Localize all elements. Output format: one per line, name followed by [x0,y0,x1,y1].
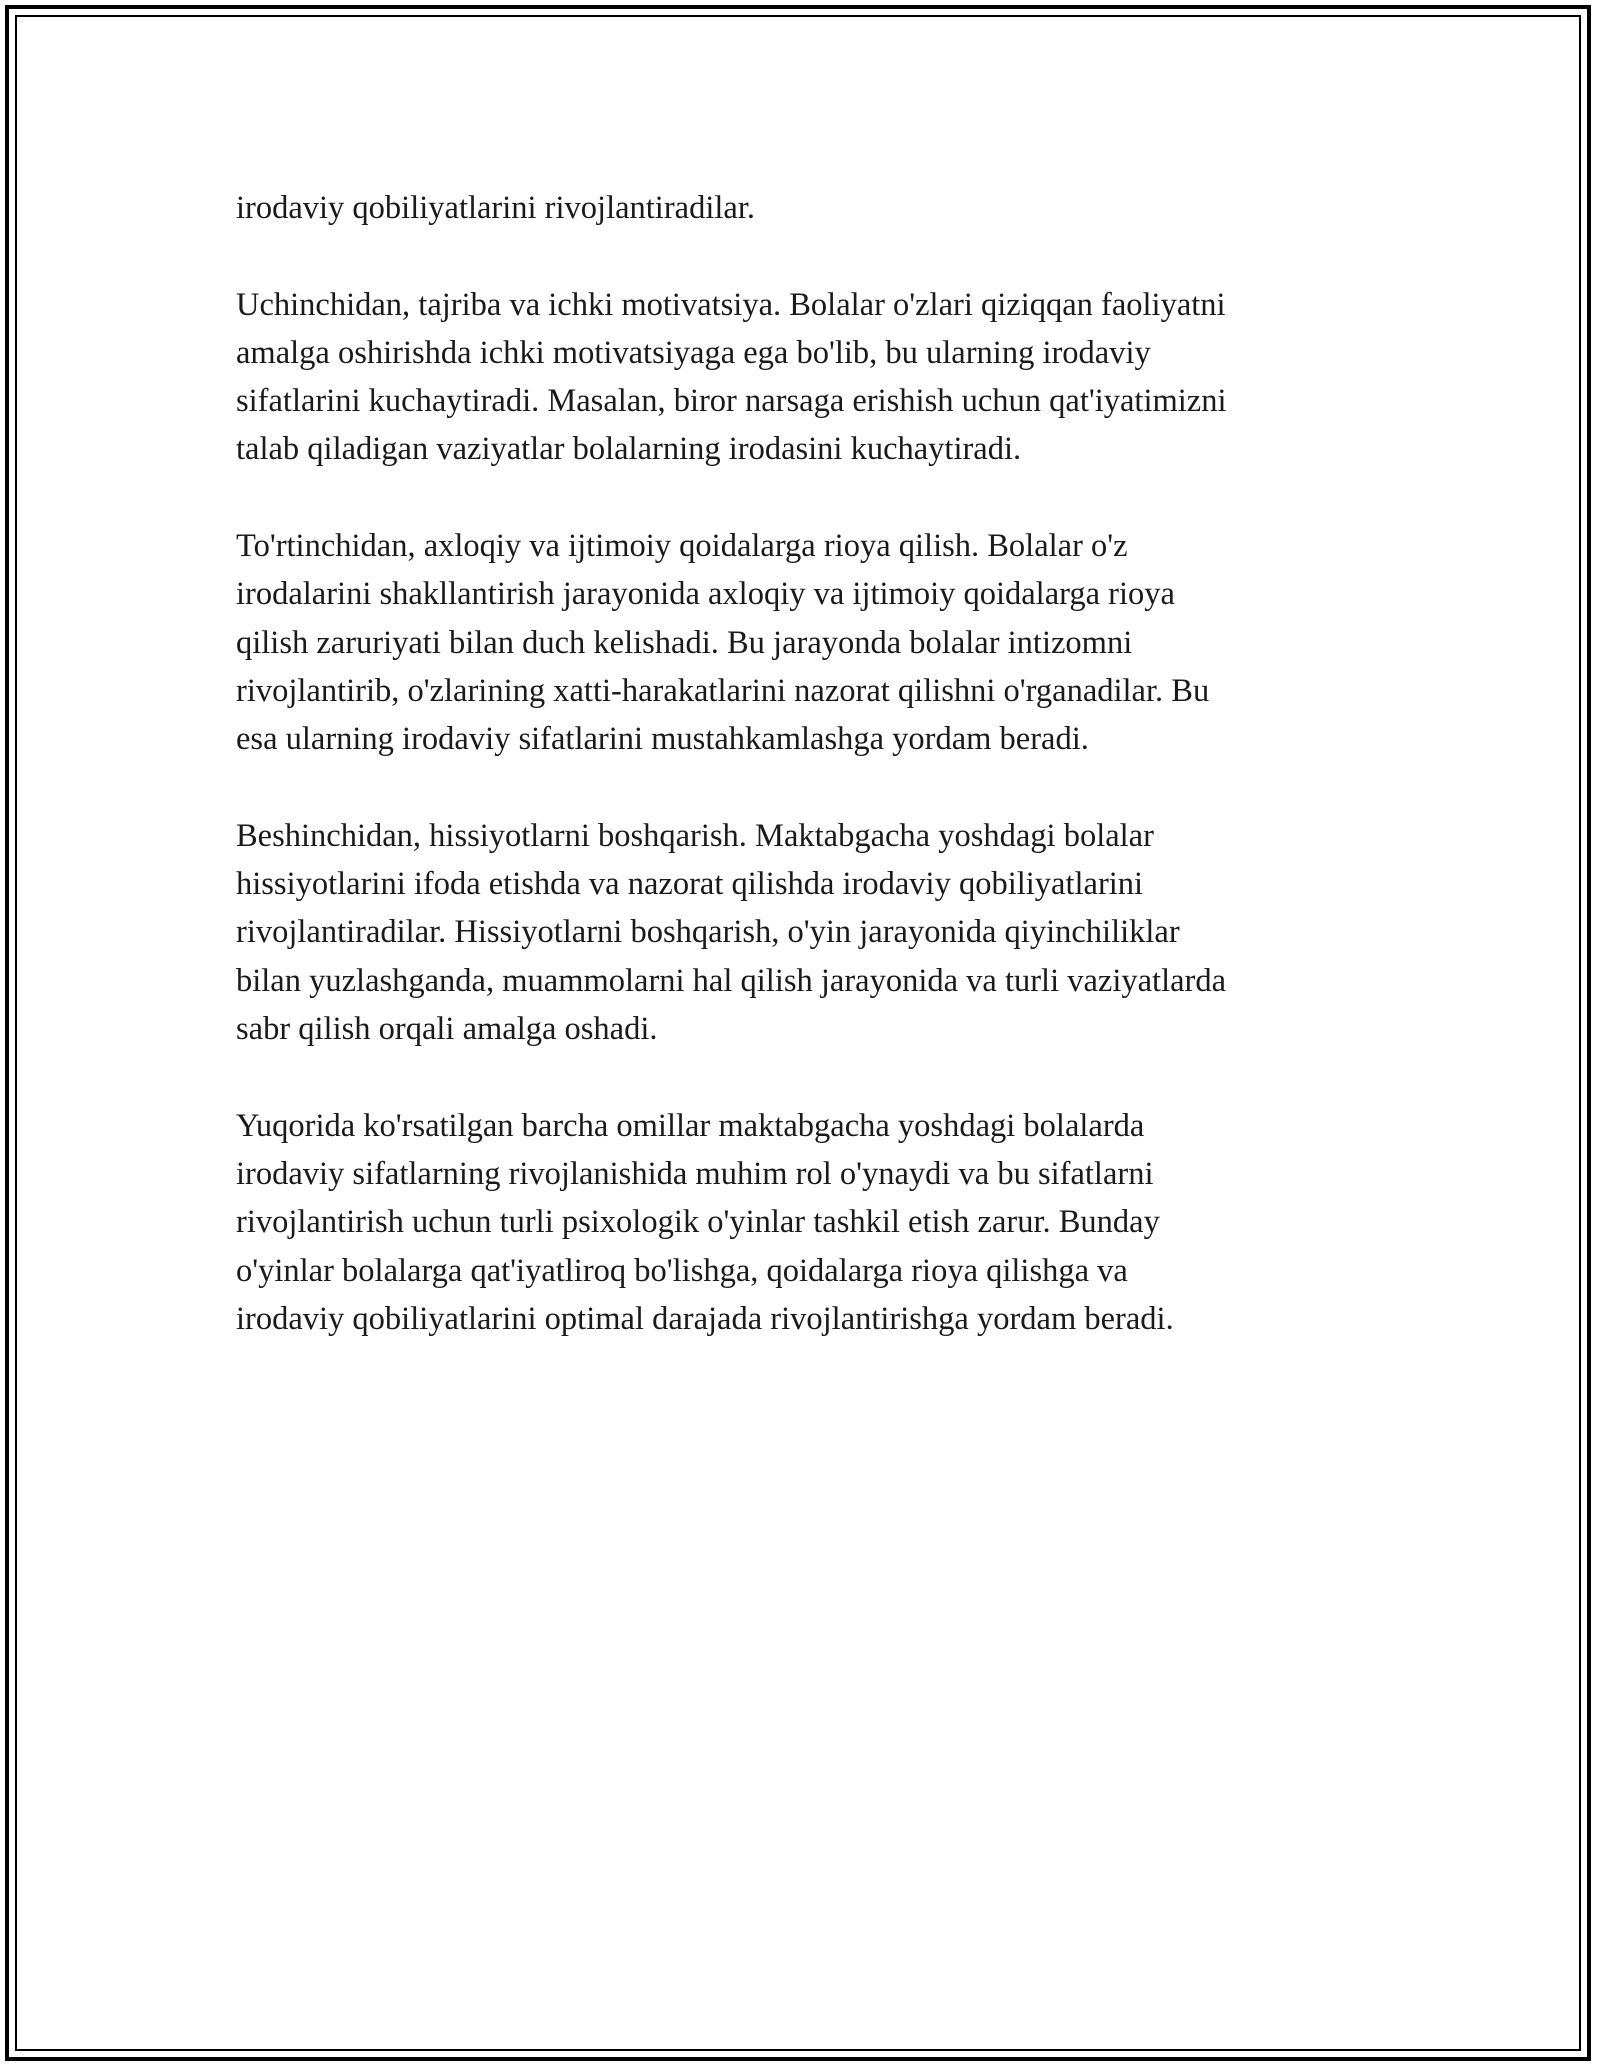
paragraph-2: Uchinchidan, tajriba va ichki motivatsiya. Bolalar o'zlari qiziqqan faoliyatni amalga oshirishda ichki motivatsiyaga ega bo'lib, bu ularning irodaviy sifatlarini kuchaytiradi. Masalan, biror narsaga erishish uchun qat'iyatimizni talab qiladigan vaziyatlar bolalarning irodasini kuchaytiradi. [236,286,1227,468]
document-body [236,184,1376,1391]
paragraph-3: To'rtinchidan, axloqiy va ijtimoiy qoidalarga rioya qilish. Bolalar o'z irodalarini shakllantirish jarayonida axloqiy va ijtimoiy qoidalarga rioya qilish zaruriyati bilan duch kelishadi. Bu jarayonda bolalar intizomni rivojlantirib, o'zlarining xatti-harakatlarini nazorat qilishni o'rganadilar. Bu esa ularning irodaviy sifatlarini mustahkamlashga yordam beradi. [236,528,1210,758]
paragraph-5: Yuqorida ko'rsatilgan barcha omillar maktabgacha yoshdagi bolalarda irodaviy sifatlarning rivojlanishida muhim rol o'ynaydi va bu sifatlarni rivojlantirish uchun turli psixologik o'yinlar tashkil etish zarur. Bunday o'yinlar bolalarga qat'iyatliroq bo'lishga, qoidalarga rioya qilishga va irodaviy qobiliyatlarini optimal darajada rivojlantirishga yordam beradi. [236,1107,1174,1337]
paragraph-4: Beshinchidan, hissiyotlarni boshqarish. Maktabgacha yoshdagi bolalar hissiyotlarini ifoda etishda va nazorat qilishda irodaviy qobiliyatlarini rivojlantiradilar. Hissiyotlarni boshqarish, o'yin jarayonida qiyinchiliklar bilan yuzlashganda, muammolarni hal qilish jarayonida va turli vaziyatlarda sabr qilish orqali amalga oshadi. [236,817,1227,1048]
paragraph-1: irodaviy qobiliyatlarini rivojlantiradilar. [236,190,755,226]
